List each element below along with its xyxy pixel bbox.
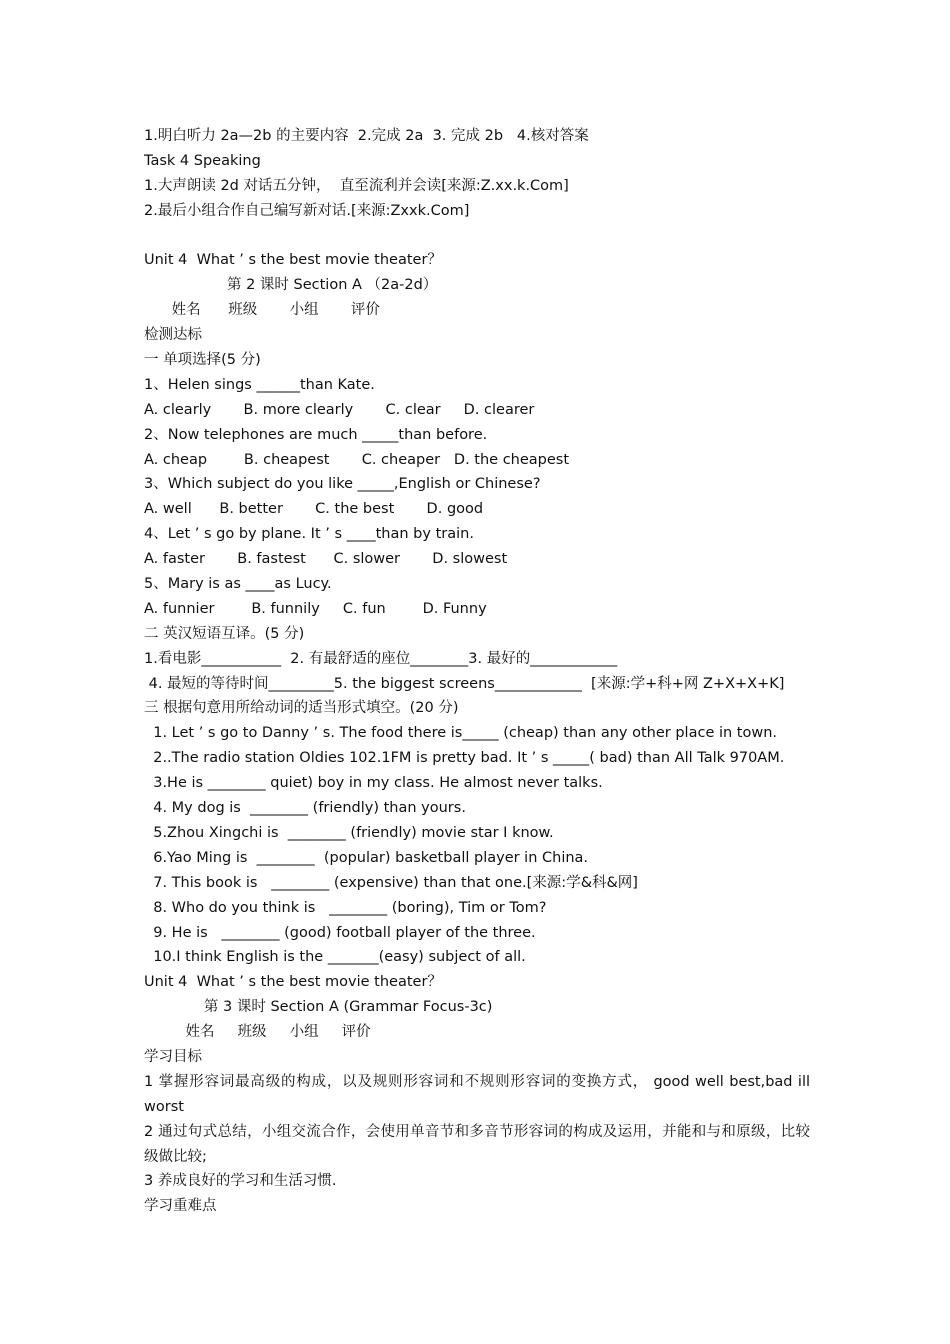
fill-blank-9: 9. He is ________ (good) football player of the three. <box>144 924 536 941</box>
fill-blank-10: 10.I think English is the _______(easy) subject of all. <box>144 949 526 966</box>
lesson-2-title: 第 2 课时 Section A （2a-2d） <box>144 277 438 294</box>
fill-blank-6: 6.Yao Ming is ________ (popular) basketball player in China. <box>144 849 589 866</box>
question-3-options: A. well B. better C. the best D. good <box>144 501 484 518</box>
fill-blank-4: 4. My dog is ________ (friendly) than yours. <box>144 800 466 817</box>
question-4-options: A. faster B. fastest C. slower D. slowest <box>144 551 508 568</box>
section-heading-test: 检测达标 <box>144 327 202 344</box>
student-info-row: 姓名 班级 小组 评价 <box>144 302 380 319</box>
lesson-3-title: 第 3 课时 Section A (Grammar Focus-3c) <box>144 999 493 1016</box>
learning-goal-3: 3 养成良好的学习和生活习惯. <box>144 1173 337 1190</box>
question-1: 1、Helen sings ______than Kate. <box>144 376 375 393</box>
blank-line <box>144 224 810 249</box>
question-4: 4、Let ’ s go by plane. It ’ s ____than by train. <box>144 526 474 543</box>
task3-steps: 1.明白听力 2a—2b 的主要内容 2.完成 2a 3. 完成 2b 4.核对答案 <box>144 128 589 144</box>
question-3: 3、Which subject do you like _____,English or Chinese? <box>144 476 541 493</box>
part-3-heading: 三 根据句意用所给动词的适当形式填空。(20 分) <box>144 700 459 717</box>
part-2-heading: 二 英汉短语互译。(5 分) <box>144 625 305 642</box>
translation-row-1: 1.看电影___________ 2. 有最舒适的座位________3. 最好的____________ <box>144 650 618 667</box>
fill-blank-5: 5.Zhou Xingchi is ________ (friendly) movie star I know. <box>144 824 554 841</box>
learning-goal-2: 2 通过句式总结，小组交流合作，会使用单音节和多音节形容词的构成及运用，并能和与和原级，比较级做比较; <box>144 1123 810 1165</box>
question-2: 2、Now telephones are much _____than before. <box>144 426 488 443</box>
learning-goals-heading: 学习目标 <box>144 1048 202 1065</box>
fill-blank-8: 8. Who do you think is ________ (boring), Tim or Tom? <box>144 899 547 916</box>
question-5-options: A. funnier B. funnily C. fun D. Funny <box>144 600 487 617</box>
question-2-options: A. cheap B. cheapest C. cheaper D. the cheapest <box>144 451 570 468</box>
fill-blank-3: 3.He is ________ quiet) boy in my class. He almost never talks. <box>144 775 603 792</box>
task4-step-1: 1.大声朗读 2d 对话五分钟， 直至流利并会读[来源:Z.xx.k.Com] <box>144 177 569 194</box>
fill-blank-7: 7. This book is ________ (expensive) than that one.[来源:学&科&网] <box>144 874 638 891</box>
unit-title-2: Unit 4 What ’ s the best movie theater？ <box>144 974 442 991</box>
document-page <box>144 124 810 1219</box>
unit-title: Unit 4 What ’ s the best movie theater？ <box>144 252 442 269</box>
key-points-heading: 学习重难点 <box>144 1198 217 1215</box>
learning-goal-1: 1 掌握形容词最高级的构成，以及规则形容词和不规则形容词的变换方式， good well best,bad ill worst <box>144 1073 810 1115</box>
task4-heading: Task 4 Speaking <box>144 152 261 169</box>
fill-blank-2: 2..The radio station Oldies 102.1FM is pretty bad. It ’ s _____( bad) than All Talk 970AM. <box>144 750 785 767</box>
fill-blank-1: 1. Let ’ s go to Danny ’ s. The food there is_____ (cheap) than any other place in town. <box>144 725 778 742</box>
part-1-heading: 一 单项选择(5 分) <box>144 352 261 369</box>
question-1-options: A. clearly B. more clearly C. clear D. clearer <box>144 401 535 418</box>
question-5: 5、Mary is as ____as Lucy. <box>144 576 332 593</box>
student-info-row-2: 姓名 班级 小组 评价 <box>144 1024 371 1041</box>
task4-step-2: 2.最后小组合作自己编写新对话.[来源:Zxxk.Com] <box>144 202 470 219</box>
translation-row-2: 4. 最短的等待时间_________5. the biggest screens____________ [来源:学+科+网 Z+X+X+K] <box>144 675 785 692</box>
